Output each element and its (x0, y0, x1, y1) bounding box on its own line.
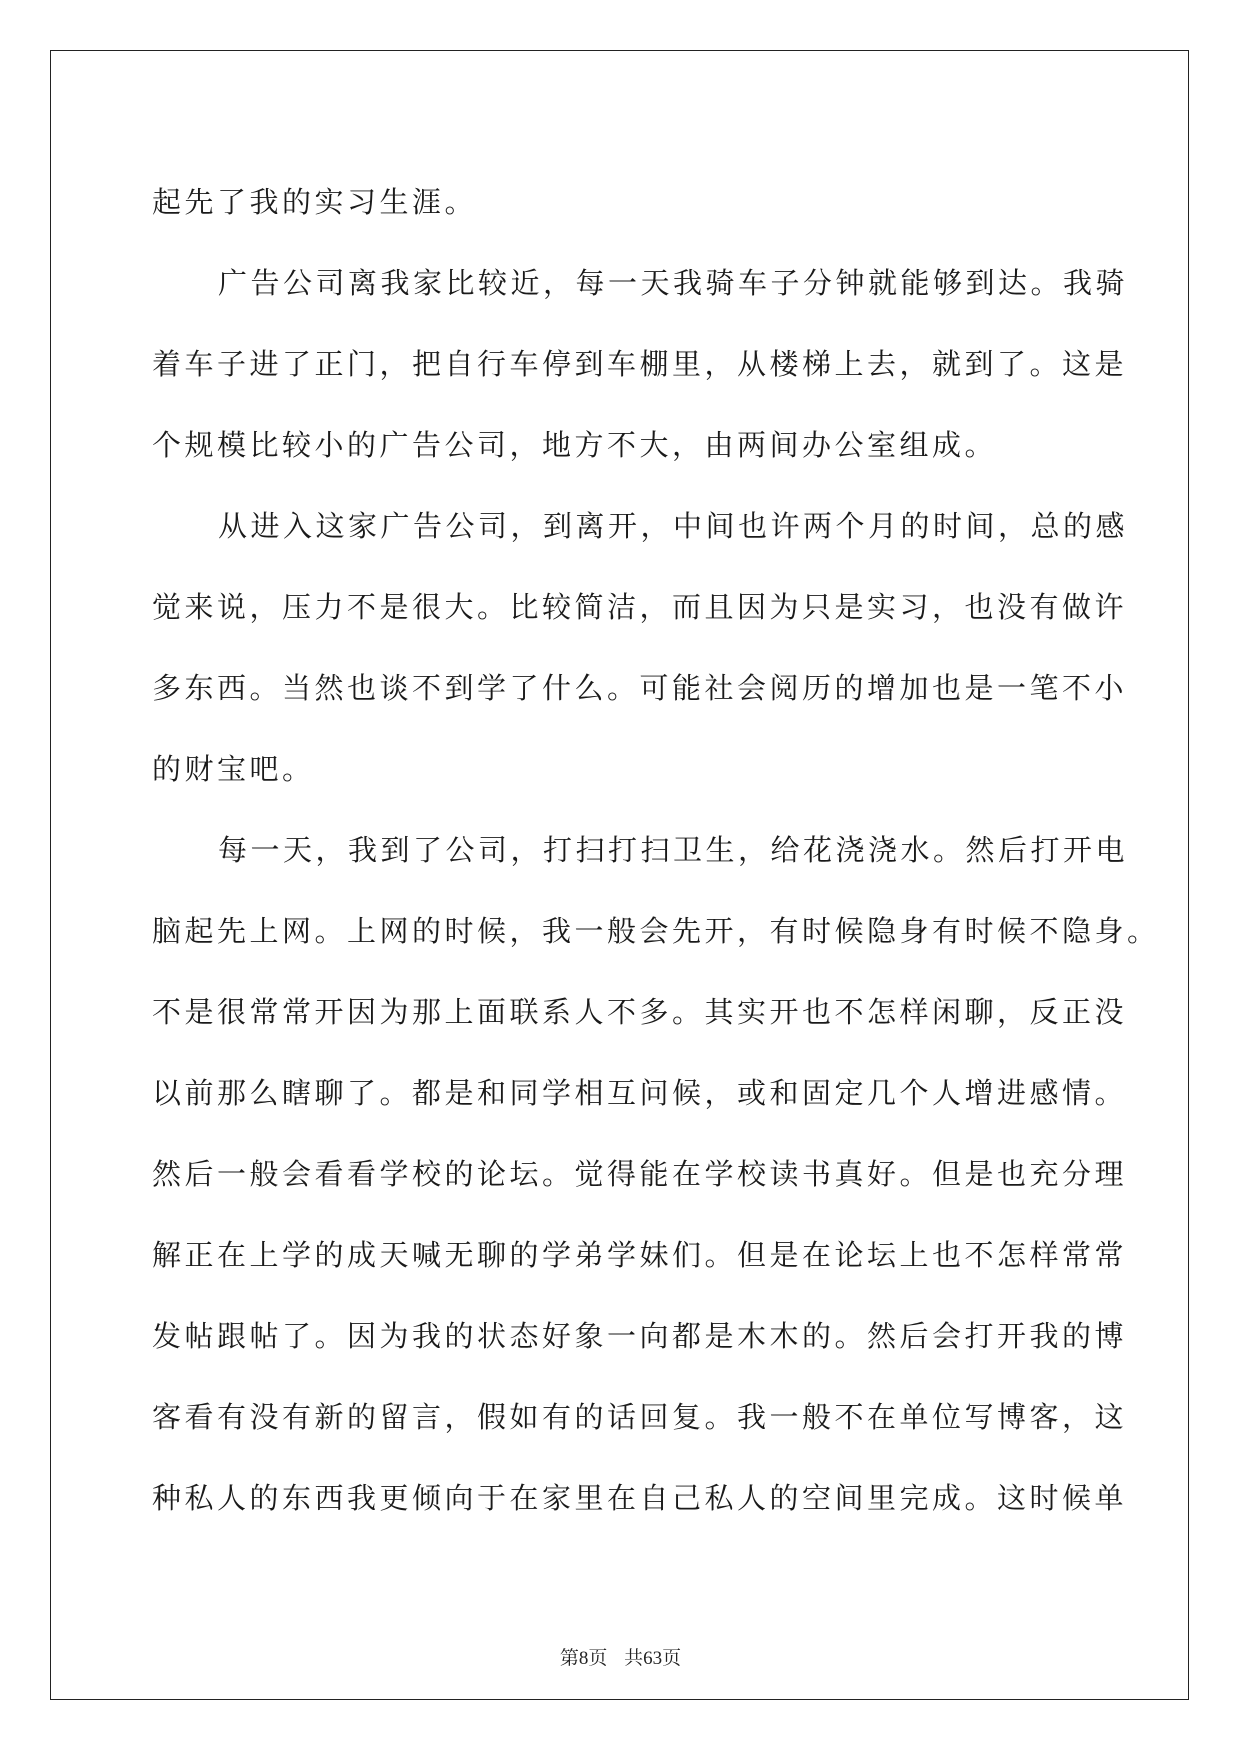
paragraph-start-line: 广告公司离我家比较近，每一天我骑车子分钟就能够到达。我骑 (218, 266, 1129, 300)
text-line: 起先了我的实习生涯。 (152, 185, 478, 219)
text-line: 以前那么瞎聊了。都是和同学相互问候，或和固定几个人增进感情。 (152, 1076, 1128, 1110)
text-line: 然后一般会看看学校的论坛。觉得能在学校读书真好。但是也充分理 (152, 1157, 1128, 1191)
page-number: 第8页 (559, 1648, 608, 1669)
text-line: 觉来说，压力不是很大。比较简洁，而且因为只是实习，也没有做许 (152, 590, 1128, 624)
text-line: 着车子进了正门，把自行车停到车棚里，从楼梯上去，就到了。这是 (152, 347, 1128, 381)
text-line: 不是很常常开因为那上面联系人不多。其实开也不怎样闲聊，反正没 (152, 995, 1128, 1029)
paragraph-start-line: 从进入这家广告公司，到离开，中间也许两个月的时间，总的感 (218, 509, 1129, 543)
document-body (152, 162, 1160, 1539)
text-line: 个规模比较小的广告公司，地方不大，由两间办公室组成。 (152, 428, 998, 462)
text-line: 脑起先上网。上网的时候，我一般会先开，有时候隐身有时候不隐身。 (152, 914, 1160, 948)
paragraph-start-line: 每一天，我到了公司，打扫打扫卫生，给花浇浇水。然后打开电 (218, 833, 1129, 867)
text-line: 的财宝吧。 (152, 752, 315, 786)
text-line: 客看有没有新的留言，假如有的话回复。我一般不在单位写博客，这 (152, 1400, 1128, 1434)
page-total: 共63页 (624, 1648, 682, 1669)
text-line: 种私人的东西我更倾向于在家里在自己私人的空间里完成。这时候单 (152, 1481, 1128, 1515)
page-footer (0, 1643, 1241, 1670)
text-line: 多东西。当然也谈不到学了什么。可能社会阅历的增加也是一笔不小 (152, 671, 1128, 705)
text-line: 发帖跟帖了。因为我的状态好象一向都是木木的。然后会打开我的博 (152, 1319, 1128, 1353)
text-line: 解正在上学的成天喊无聊的学弟学妹们。但是在论坛上也不怎样常常 (152, 1238, 1128, 1272)
